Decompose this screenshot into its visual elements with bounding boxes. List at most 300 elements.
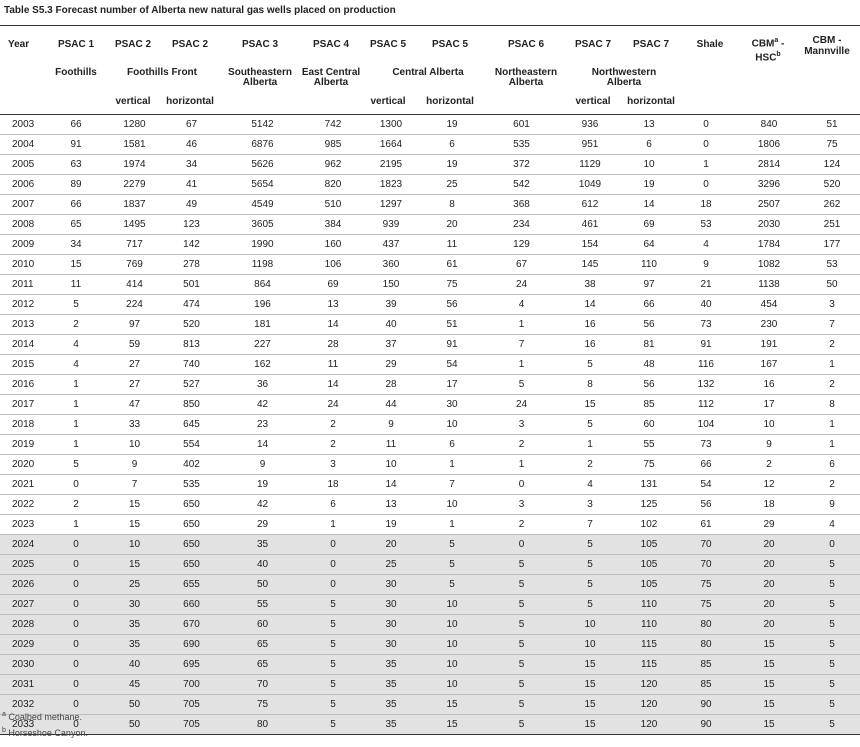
value-cell: 5 [46, 455, 106, 475]
value-cell: 742 [305, 115, 361, 135]
table-row [0, 435, 860, 455]
value-cell: 645 [163, 415, 220, 435]
value-cell: 234 [483, 215, 560, 235]
header-psac5-horizontal: PSAC 5 [431, 39, 469, 50]
value-cell: 14 [305, 315, 361, 335]
value-cell: 75 [220, 695, 305, 715]
value-cell: 1806 [734, 135, 804, 155]
value-cell: 402 [163, 455, 220, 475]
year-cell: 2030 [0, 655, 46, 675]
value-cell: 251 [804, 215, 860, 235]
table-row [0, 215, 860, 235]
value-cell: 0 [678, 115, 734, 135]
value-cell: 2 [46, 495, 106, 515]
year-cell: 2032 [0, 695, 46, 715]
region-foothills-front: Foothills Front [127, 67, 197, 78]
value-cell: 2 [305, 415, 361, 435]
value-cell: 102 [620, 515, 678, 535]
year-cell: 2016 [0, 375, 46, 395]
value-cell: 46 [163, 135, 220, 155]
value-cell: 35 [361, 715, 421, 735]
value-cell: 3 [804, 295, 860, 315]
value-cell: 10 [421, 595, 483, 615]
value-cell: 1 [804, 415, 860, 435]
value-cell: 81 [620, 335, 678, 355]
value-cell: 1 [46, 375, 106, 395]
value-cell: 695 [163, 655, 220, 675]
value-cell: 40 [106, 655, 163, 675]
table-row [0, 555, 860, 575]
year-cell: 2024 [0, 535, 46, 555]
value-cell: 16 [734, 375, 804, 395]
value-cell: 106 [305, 255, 361, 275]
header-psac3: PSAC 3 [241, 39, 279, 50]
value-cell: 3 [305, 455, 361, 475]
region-northeastern: Northeastern Alberta [494, 67, 558, 88]
value-cell: 0 [46, 715, 106, 735]
value-cell: 5 [483, 595, 560, 615]
value-cell: 650 [163, 535, 220, 555]
value-cell: 63 [46, 155, 106, 175]
value-cell: 9 [361, 415, 421, 435]
value-cell: 10 [421, 635, 483, 655]
value-cell: 12 [734, 475, 804, 495]
value-cell: 35 [361, 675, 421, 695]
table-row [0, 315, 860, 335]
value-cell: 0 [305, 555, 361, 575]
header-psac4: PSAC 4 [312, 39, 350, 50]
value-cell: 35 [220, 535, 305, 555]
value-cell: 0 [305, 535, 361, 555]
value-cell: 3296 [734, 175, 804, 195]
header-psac2-horizontal: PSAC 2 [171, 39, 209, 50]
value-cell: 1 [560, 435, 620, 455]
value-cell: 110 [620, 255, 678, 275]
value-cell: 50 [220, 575, 305, 595]
value-cell: 6 [305, 495, 361, 515]
value-cell: 10 [421, 615, 483, 635]
value-cell: 120 [620, 695, 678, 715]
value-cell: 14 [361, 475, 421, 495]
value-cell: 3 [483, 415, 560, 435]
value-cell: 4549 [220, 195, 305, 215]
value-cell: 5654 [220, 175, 305, 195]
value-cell: 125 [620, 495, 678, 515]
value-cell: 60 [620, 415, 678, 435]
value-cell: 6 [421, 435, 483, 455]
value-cell: 15 [560, 715, 620, 735]
value-cell: 181 [220, 315, 305, 335]
subtype-psac5-vertical: vertical [370, 96, 406, 107]
year-cell: 2007 [0, 195, 46, 215]
value-cell: 25 [106, 575, 163, 595]
table-row [0, 495, 860, 515]
value-cell: 936 [560, 115, 620, 135]
value-cell: 110 [620, 615, 678, 635]
value-cell: 5 [804, 695, 860, 715]
value-cell: 5 [483, 675, 560, 695]
value-cell: 454 [734, 295, 804, 315]
value-cell: 13 [361, 495, 421, 515]
value-cell: 10 [560, 635, 620, 655]
value-cell: 17 [734, 395, 804, 415]
value-cell: 142 [163, 235, 220, 255]
value-cell: 15 [106, 495, 163, 515]
value-cell: 474 [163, 295, 220, 315]
value-cell: 7 [804, 315, 860, 335]
value-cell: 115 [620, 635, 678, 655]
value-cell: 24 [483, 395, 560, 415]
value-cell: 56 [678, 495, 734, 515]
value-cell: 19 [421, 115, 483, 135]
value-cell: 15 [734, 715, 804, 735]
year-cell: 2017 [0, 395, 46, 415]
value-cell: 1297 [361, 195, 421, 215]
value-cell: 15 [46, 255, 106, 275]
header-psac6: PSAC 6 [507, 39, 545, 50]
value-cell: 60 [220, 615, 305, 635]
value-cell: 9 [734, 435, 804, 455]
value-cell: 2 [804, 475, 860, 495]
year-cell: 2029 [0, 635, 46, 655]
value-cell: 160 [305, 235, 361, 255]
table-row [0, 135, 860, 155]
value-cell: 840 [734, 115, 804, 135]
year-cell: 2012 [0, 295, 46, 315]
value-cell: 105 [620, 535, 678, 555]
value-cell: 18 [305, 475, 361, 495]
value-cell: 65 [220, 655, 305, 675]
year-cell: 2015 [0, 355, 46, 375]
value-cell: 985 [305, 135, 361, 155]
value-cell: 510 [305, 195, 361, 215]
value-cell: 2814 [734, 155, 804, 175]
value-cell: 150 [361, 275, 421, 295]
value-cell: 65 [46, 215, 106, 235]
value-cell: 5 [804, 675, 860, 695]
value-cell: 5 [305, 615, 361, 635]
value-cell: 34 [163, 155, 220, 175]
year-cell: 2010 [0, 255, 46, 275]
value-cell: 28 [361, 375, 421, 395]
value-cell: 66 [678, 455, 734, 475]
header-cbm-mannville: CBM - Mannville [804, 35, 850, 57]
value-cell: 15 [106, 515, 163, 535]
value-cell: 40 [220, 555, 305, 575]
year-cell: 2028 [0, 615, 46, 635]
value-cell: 2279 [106, 175, 163, 195]
footnote-b: $^b$ Horseshoe Canyon. [2, 727, 88, 738]
value-cell: 1581 [106, 135, 163, 155]
value-cell: 131 [620, 475, 678, 495]
value-cell: 437 [361, 235, 421, 255]
region-east-central: East Central Alberta [301, 67, 361, 88]
value-cell: 368 [483, 195, 560, 215]
table-row [0, 295, 860, 315]
value-cell: 11 [305, 355, 361, 375]
value-cell: 1 [678, 155, 734, 175]
table-row [0, 475, 860, 495]
value-cell: 53 [678, 215, 734, 235]
value-cell: 1082 [734, 255, 804, 275]
value-cell: 1 [46, 435, 106, 455]
value-cell: 2 [804, 375, 860, 395]
value-cell: 30 [361, 595, 421, 615]
header-psac7-horizontal: PSAC 7 [632, 39, 670, 50]
value-cell: 14 [620, 195, 678, 215]
table-row [0, 415, 860, 435]
table-row [0, 595, 860, 615]
value-cell: 54 [421, 355, 483, 375]
value-cell: 42 [220, 395, 305, 415]
footnote-a: $^a$ Coalbed methane. [2, 711, 82, 722]
year-cell: 2009 [0, 235, 46, 255]
value-cell: 65 [220, 635, 305, 655]
value-cell: 612 [560, 195, 620, 215]
value-cell: 0 [46, 675, 106, 695]
value-cell: 66 [620, 295, 678, 315]
value-cell: 3 [560, 495, 620, 515]
value-cell: 33 [106, 415, 163, 435]
year-cell: 2019 [0, 435, 46, 455]
value-cell: 5 [305, 655, 361, 675]
value-cell: 39 [361, 295, 421, 315]
value-cell: 145 [560, 255, 620, 275]
value-cell: 372 [483, 155, 560, 175]
year-cell: 2014 [0, 335, 46, 355]
value-cell: 15 [560, 695, 620, 715]
header-psac7-vertical: PSAC 7 [574, 39, 612, 50]
value-cell: 73 [678, 435, 734, 455]
value-cell: 864 [220, 275, 305, 295]
value-cell: 15 [734, 655, 804, 675]
value-cell: 14 [220, 435, 305, 455]
value-cell: 20 [734, 575, 804, 595]
table-row [0, 195, 860, 215]
table-row [0, 175, 860, 195]
value-cell: 2 [46, 315, 106, 335]
value-cell: 705 [163, 715, 220, 735]
value-cell: 5 [804, 575, 860, 595]
value-cell: 13 [620, 115, 678, 135]
value-cell: 2507 [734, 195, 804, 215]
value-cell: 20 [734, 595, 804, 615]
table-row [0, 335, 860, 355]
value-cell: 2 [305, 435, 361, 455]
value-cell: 15 [560, 675, 620, 695]
table-title: Table S5.3 Forecast number of Alberta new natural gas wells placed on production [4, 5, 396, 16]
value-cell: 10 [421, 675, 483, 695]
value-cell: 2 [483, 435, 560, 455]
value-cell: 1 [305, 515, 361, 535]
value-cell: 25 [421, 175, 483, 195]
value-cell: 1 [804, 355, 860, 375]
value-cell: 554 [163, 435, 220, 455]
value-cell: 0 [483, 535, 560, 555]
value-cell: 360 [361, 255, 421, 275]
table-row [0, 575, 860, 595]
value-cell: 8 [560, 375, 620, 395]
value-cell: 542 [483, 175, 560, 195]
value-cell: 28 [305, 335, 361, 355]
value-cell: 15 [421, 715, 483, 735]
value-cell: 19 [220, 475, 305, 495]
value-cell: 8 [804, 395, 860, 415]
value-cell: 75 [678, 575, 734, 595]
value-cell: 5 [305, 595, 361, 615]
value-cell: 20 [361, 535, 421, 555]
value-cell: 16 [560, 315, 620, 335]
value-cell: 25 [361, 555, 421, 575]
value-cell: 16 [560, 335, 620, 355]
value-cell: 10 [421, 655, 483, 675]
value-cell: 1495 [106, 215, 163, 235]
value-cell: 13 [305, 295, 361, 315]
value-cell: 10 [106, 435, 163, 455]
year-cell: 2005 [0, 155, 46, 175]
value-cell: 5626 [220, 155, 305, 175]
value-cell: 5 [804, 595, 860, 615]
year-cell: 2018 [0, 415, 46, 435]
value-cell: 850 [163, 395, 220, 415]
value-cell: 10 [106, 535, 163, 555]
value-cell: 19 [421, 155, 483, 175]
value-cell: 5 [483, 375, 560, 395]
value-cell: 5 [421, 575, 483, 595]
table-row [0, 695, 860, 715]
value-cell: 75 [421, 275, 483, 295]
value-cell: 6 [421, 135, 483, 155]
value-cell: 54 [678, 475, 734, 495]
value-cell: 38 [560, 275, 620, 295]
value-cell: 5 [483, 555, 560, 575]
table-row [0, 355, 860, 375]
value-cell: 813 [163, 335, 220, 355]
header-year: Year [8, 39, 30, 50]
value-cell: 5 [804, 555, 860, 575]
value-cell: 55 [620, 435, 678, 455]
value-cell: 30 [421, 395, 483, 415]
value-cell: 35 [106, 615, 163, 635]
value-cell: 520 [163, 315, 220, 335]
value-cell: 1837 [106, 195, 163, 215]
value-cell: 7 [560, 515, 620, 535]
value-cell: 14 [305, 375, 361, 395]
value-cell: 1664 [361, 135, 421, 155]
year-cell: 2006 [0, 175, 46, 195]
top-rule [0, 25, 860, 26]
value-cell: 5 [560, 415, 620, 435]
year-cell: 2031 [0, 675, 46, 695]
year-cell: 2026 [0, 575, 46, 595]
value-cell: 0 [305, 575, 361, 595]
value-cell: 112 [678, 395, 734, 415]
value-cell: 650 [163, 495, 220, 515]
table-row [0, 675, 860, 695]
value-cell: 167 [734, 355, 804, 375]
year-cell: 2004 [0, 135, 46, 155]
value-cell: 91 [46, 135, 106, 155]
table-row [0, 655, 860, 675]
value-cell: 4 [46, 355, 106, 375]
value-cell: 15 [734, 635, 804, 655]
value-cell: 9 [804, 495, 860, 515]
value-cell: 56 [620, 375, 678, 395]
value-cell: 85 [620, 395, 678, 415]
value-cell: 0 [46, 635, 106, 655]
value-cell: 700 [163, 675, 220, 695]
value-cell: 19 [361, 515, 421, 535]
value-cell: 5 [560, 535, 620, 555]
value-cell: 0 [804, 535, 860, 555]
value-cell: 17 [421, 375, 483, 395]
value-cell: 5 [483, 635, 560, 655]
value-cell: 90 [678, 715, 734, 735]
subtype-psac2-horizontal: horizontal [166, 96, 214, 107]
value-cell: 5 [305, 695, 361, 715]
value-cell: 80 [678, 615, 734, 635]
value-cell: 3 [483, 495, 560, 515]
value-cell: 27 [106, 355, 163, 375]
subtype-psac5-horizontal: horizontal [426, 96, 474, 107]
value-cell: 527 [163, 375, 220, 395]
value-cell: 0 [46, 695, 106, 715]
header-psac5-vertical: PSAC 5 [369, 39, 407, 50]
value-cell: 49 [163, 195, 220, 215]
value-cell: 10 [560, 615, 620, 635]
table-row [0, 455, 860, 475]
value-cell: 56 [620, 315, 678, 335]
value-cell: 91 [678, 335, 734, 355]
value-cell: 601 [483, 115, 560, 135]
header-cbm-hsc: CBM$^a$ - HSC$^b$ [751, 37, 785, 64]
value-cell: 5 [560, 575, 620, 595]
value-cell: 42 [220, 495, 305, 515]
value-cell: 414 [106, 275, 163, 295]
value-cell: 162 [220, 355, 305, 375]
value-cell: 5 [804, 635, 860, 655]
value-cell: 0 [46, 475, 106, 495]
region-foothills: Foothills [55, 67, 97, 78]
value-cell: 6 [620, 135, 678, 155]
value-cell: 7 [421, 475, 483, 495]
value-cell: 4 [678, 235, 734, 255]
value-cell: 61 [421, 255, 483, 275]
value-cell: 5 [305, 635, 361, 655]
table-row [0, 235, 860, 255]
value-cell: 116 [678, 355, 734, 375]
value-cell: 705 [163, 695, 220, 715]
value-cell: 670 [163, 615, 220, 635]
value-cell: 10 [421, 495, 483, 515]
year-cell: 2008 [0, 215, 46, 235]
table-row [0, 115, 860, 135]
value-cell: 650 [163, 515, 220, 535]
region-northwestern: Northwestern Alberta [591, 67, 657, 88]
value-cell: 56 [421, 295, 483, 315]
value-cell: 50 [106, 715, 163, 735]
value-cell: 0 [678, 175, 734, 195]
value-cell: 30 [361, 615, 421, 635]
value-cell: 53 [804, 255, 860, 275]
value-cell: 129 [483, 235, 560, 255]
value-cell: 820 [305, 175, 361, 195]
value-cell: 0 [46, 615, 106, 635]
value-cell: 520 [804, 175, 860, 195]
value-cell: 23 [220, 415, 305, 435]
value-cell: 105 [620, 555, 678, 575]
value-cell: 97 [106, 315, 163, 335]
